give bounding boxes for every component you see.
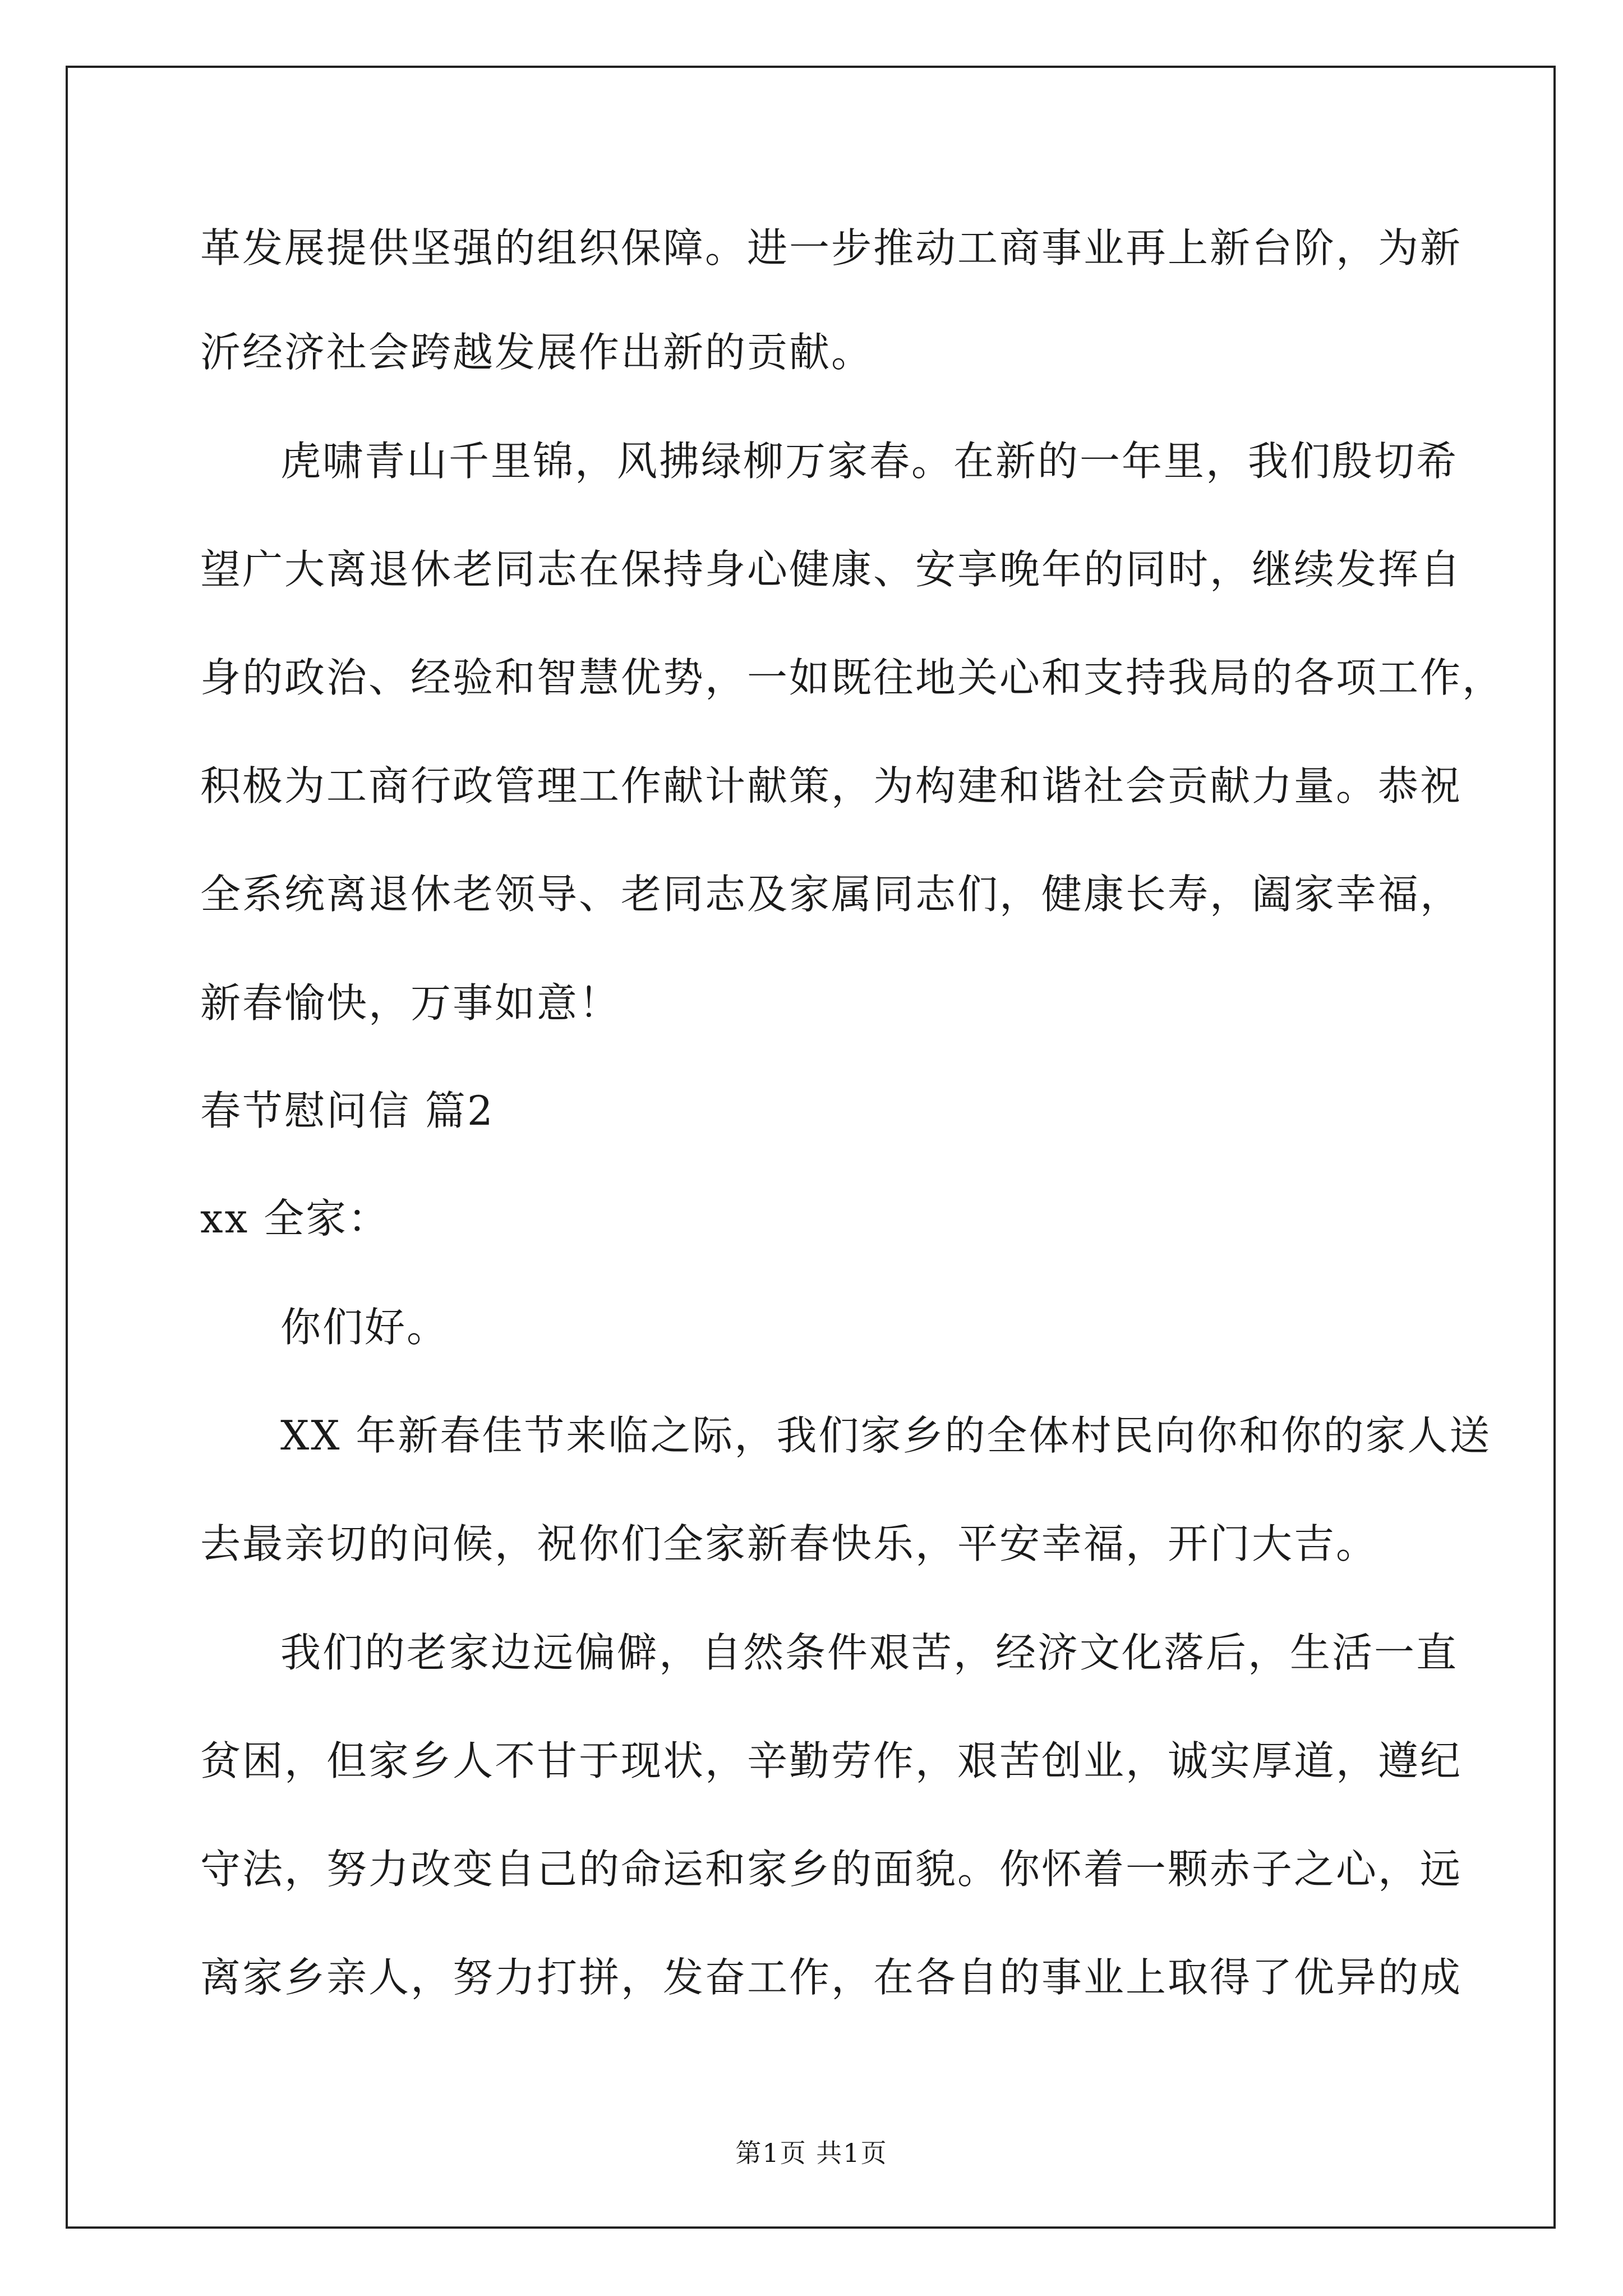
greeting: 你们好。: [280, 1304, 449, 1351]
text-line: 离家乡亲人，努力打拼，发奋工作，在各自的事业上取得了优异的成: [200, 1954, 1463, 2001]
text-line: 望广大离退休老同志在保持身心健康、安享晚年的同时，继续发挥自: [200, 546, 1463, 593]
salutation: xx 全家：: [200, 1195, 390, 1242]
text-line: XX 年新春佳节来临之际，我们家乡的全体村民向你和你的家人送: [280, 1412, 1492, 1459]
text-line: 全系统离退休老领导、老同志及家属同志们，健康长寿，阖家幸福，: [200, 871, 1463, 918]
text-line: 去最亲切的问候，祝你们全家新春快乐，平安幸福，开门大吉。: [200, 1520, 1378, 1567]
section-heading: 春节慰问信 篇2: [200, 1087, 495, 1134]
text-line: 虎啸青山千里锦，风拂绿柳万家春。在新的一年里，我们殷切希: [280, 438, 1459, 485]
page-border: [66, 66, 1556, 2229]
text-line: 守法，努力改变自己的命运和家乡的面貌。你怀着一颗赤子之心，远: [200, 1846, 1463, 1893]
page-footer: 第1页 共1页: [735, 2138, 888, 2168]
text-line: 沂经济社会跨越发展作出新的贡献。: [200, 329, 874, 376]
text-line: 我们的老家边远偏僻，自然条件艰苦，经济文化落后，生活一直: [280, 1629, 1459, 1676]
text-line: 革发展提供坚强的组织保障。进一步推动工商事业再上新台阶，为新: [200, 224, 1463, 272]
text-line: 积极为工商行政管理工作献计献策，为构建和谐社会贡献力量。恭祝: [200, 762, 1463, 809]
text-line: 贫困，但家乡人不甘于现状，辛勤劳作，艰苦创业，诚实厚道，遵纪: [200, 1737, 1463, 1784]
text-line: 新春愉快，万事如意！: [200, 979, 621, 1027]
text-line: 身的政治、经验和智慧优势，一如既往地关心和支持我局的各项工作，: [200, 654, 1505, 701]
